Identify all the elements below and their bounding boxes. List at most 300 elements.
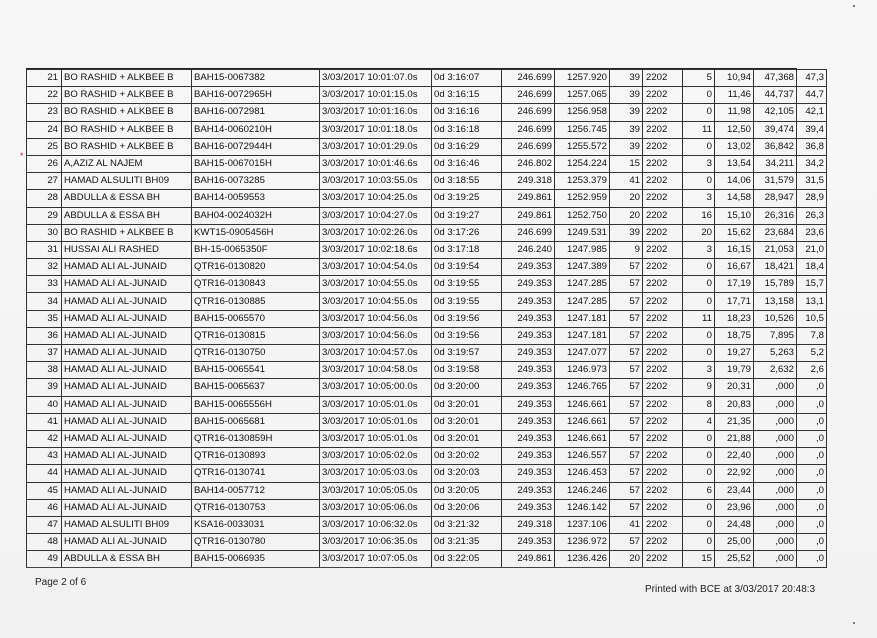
cell-distance: 249.861	[502, 190, 555, 207]
table-row	[27, 482, 827, 499]
margin-asterisk: *	[20, 151, 24, 161]
cell-rank: 0	[683, 293, 715, 310]
cell-basket: 57	[610, 379, 643, 396]
cell-rank: 11	[683, 310, 715, 327]
cell-rank: 9	[683, 379, 715, 396]
table-row	[27, 224, 827, 241]
cell-basket: 41	[610, 516, 643, 533]
cell-arrival: 3/03/2017 10:04:56.0s	[320, 310, 432, 327]
cell-club: 2202	[643, 276, 683, 293]
cell-arrival: 3/03/2017 10:01:46.6s	[320, 155, 432, 172]
cell-arrival: 3/03/2017 10:05:05.0s	[320, 482, 432, 499]
table-row	[27, 379, 827, 396]
results-table-wrapper	[26, 68, 824, 569]
cell-speed: 1256.745	[555, 121, 610, 138]
cell-c1: 15,62	[715, 224, 754, 241]
cell-idx: 36	[27, 327, 62, 344]
cell-basket: 57	[610, 310, 643, 327]
cell-duration: 0d 3:16:15	[432, 87, 502, 104]
cell-c1: 11,98	[715, 104, 754, 121]
cell-name: ABDULLA & ESSA BH	[62, 207, 192, 224]
cell-rank: 0	[683, 345, 715, 362]
cell-rank: 0	[683, 173, 715, 190]
cell-name: HAMAD ALI AL-JUNAID	[62, 499, 192, 516]
cell-club: 2202	[643, 362, 683, 379]
cell-distance: 249.353	[502, 379, 555, 396]
cell-club: 2202	[643, 499, 683, 516]
cell-arrival: 3/03/2017 10:01:16.0s	[320, 104, 432, 121]
cell-basket: 57	[610, 327, 643, 344]
cell-club: 2202	[643, 138, 683, 155]
cell-c1: 16,67	[715, 259, 754, 276]
results-table-body	[27, 70, 827, 568]
cell-rank: 3	[683, 362, 715, 379]
cell-club: 2202	[643, 155, 683, 172]
cell-c1: 22,40	[715, 448, 754, 465]
cell-distance: 249.353	[502, 465, 555, 482]
cell-arrival: 3/03/2017 10:06:35.0s	[320, 534, 432, 551]
cell-club: 2202	[643, 413, 683, 430]
cell-name: ABDULLA & ESSA BH	[62, 190, 192, 207]
cell-c1: 19,79	[715, 362, 754, 379]
cell-c1: 19,27	[715, 345, 754, 362]
cell-duration: 0d 3:20:06	[432, 499, 502, 516]
cell-ring: BAH15-0065541	[192, 362, 320, 379]
cell-idx: 25	[27, 138, 62, 155]
cell-ring: BAH15-0065681	[192, 413, 320, 430]
cell-c3: ,0	[797, 516, 827, 533]
cell-club: 2202	[643, 293, 683, 310]
cell-idx: 47	[27, 516, 62, 533]
cell-ring: QTR16-0130885	[192, 293, 320, 310]
cell-speed: 1247.077	[555, 345, 610, 362]
cell-c2: 2,632	[754, 362, 797, 379]
cell-arrival: 3/03/2017 10:01:29.0s	[320, 138, 432, 155]
cell-basket: 57	[610, 430, 643, 447]
cell-name: HAMAD ALI AL-JUNAID	[62, 327, 192, 344]
cell-ring: BAH04-0024032H	[192, 207, 320, 224]
cell-c3: ,0	[797, 551, 827, 568]
cell-c2: 5,263	[754, 345, 797, 362]
cell-ring: BAH15-0066935	[192, 551, 320, 568]
cell-speed: 1246.453	[555, 465, 610, 482]
cell-rank: 3	[683, 155, 715, 172]
cell-basket: 20	[610, 190, 643, 207]
cell-c2: 34,211	[754, 155, 797, 172]
table-row	[27, 345, 827, 362]
cell-distance: 249.353	[502, 499, 555, 516]
cell-arrival: 3/03/2017 10:07:05.0s	[320, 551, 432, 568]
cell-speed: 1252.959	[555, 190, 610, 207]
cell-c2: 36,842	[754, 138, 797, 155]
cell-name: HAMAD ALI AL-JUNAID	[62, 345, 192, 362]
cell-name: HAMAD ALI AL-JUNAID	[62, 482, 192, 499]
cell-speed: 1257.065	[555, 87, 610, 104]
table-row	[27, 516, 827, 533]
cell-rank: 0	[683, 259, 715, 276]
cell-arrival: 3/03/2017 10:02:26.0s	[320, 224, 432, 241]
cell-club: 2202	[643, 516, 683, 533]
cell-c2: ,000	[754, 379, 797, 396]
cell-rank: 20	[683, 224, 715, 241]
cell-idx: 23	[27, 104, 62, 121]
table-row	[27, 551, 827, 568]
cell-c1: 11,46	[715, 87, 754, 104]
cell-idx: 30	[27, 224, 62, 241]
cell-c1: 18,75	[715, 327, 754, 344]
cell-name: A,AZIZ AL NAJEM	[62, 155, 192, 172]
cell-c2: 23,684	[754, 224, 797, 241]
cell-c2: ,000	[754, 448, 797, 465]
cell-ring: BAH15-0065570	[192, 310, 320, 327]
cell-arrival: 3/03/2017 10:05:03.0s	[320, 465, 432, 482]
cell-distance: 249.353	[502, 293, 555, 310]
cell-distance: 249.353	[502, 362, 555, 379]
cell-c2: ,000	[754, 396, 797, 413]
cell-duration: 0d 3:21:35	[432, 534, 502, 551]
cell-c1: 13,02	[715, 138, 754, 155]
cell-name: HAMAD ALI AL-JUNAID	[62, 430, 192, 447]
cell-rank: 0	[683, 430, 715, 447]
cell-c1: 22,92	[715, 465, 754, 482]
cell-idx: 29	[27, 207, 62, 224]
cell-speed: 1236.426	[555, 551, 610, 568]
cell-ring: QTR16-0130741	[192, 465, 320, 482]
cell-name: HAMAD ALI AL-JUNAID	[62, 448, 192, 465]
cell-c1: 14,58	[715, 190, 754, 207]
cell-c2: 26,316	[754, 207, 797, 224]
cell-c1: 23,96	[715, 499, 754, 516]
table-row	[27, 499, 827, 516]
cell-name: BO RASHID + ALKBEE B	[62, 121, 192, 138]
cell-speed: 1246.765	[555, 379, 610, 396]
table-row	[27, 465, 827, 482]
cell-distance: 249.353	[502, 259, 555, 276]
cell-idx: 40	[27, 396, 62, 413]
cell-duration: 0d 3:18:55	[432, 173, 502, 190]
cell-speed: 1246.661	[555, 430, 610, 447]
cell-arrival: 3/03/2017 10:04:25.0s	[320, 190, 432, 207]
cell-club: 2202	[643, 379, 683, 396]
cell-ring: BAH16-0072944H	[192, 138, 320, 155]
cell-club: 2202	[643, 534, 683, 551]
cell-c3: ,0	[797, 430, 827, 447]
cell-rank: 5	[683, 70, 715, 87]
cell-c3: 10,5	[797, 310, 827, 327]
table-row	[27, 276, 827, 293]
cell-idx: 21	[27, 70, 62, 87]
cell-rank: 0	[683, 87, 715, 104]
cell-c3: ,0	[797, 379, 827, 396]
table-row	[27, 448, 827, 465]
cell-club: 2202	[643, 87, 683, 104]
cell-basket: 39	[610, 87, 643, 104]
cell-name: BO RASHID + ALKBEE B	[62, 224, 192, 241]
cell-club: 2202	[643, 482, 683, 499]
cell-name: HAMAD ALI AL-JUNAID	[62, 362, 192, 379]
cell-c1: 17,19	[715, 276, 754, 293]
cell-club: 2202	[643, 327, 683, 344]
scan-speck	[853, 622, 855, 624]
cell-arrival: 3/03/2017 10:06:32.0s	[320, 516, 432, 533]
cell-duration: 0d 3:16:07	[432, 70, 502, 87]
cell-idx: 45	[27, 482, 62, 499]
cell-c3: 36,8	[797, 138, 827, 155]
cell-duration: 0d 3:20:02	[432, 448, 502, 465]
cell-speed: 1237.106	[555, 516, 610, 533]
cell-basket: 39	[610, 70, 643, 87]
cell-rank: 0	[683, 448, 715, 465]
cell-rank: 0	[683, 104, 715, 121]
cell-c1: 10,94	[715, 70, 754, 87]
cell-c1: 24,48	[715, 516, 754, 533]
cell-duration: 0d 3:16:29	[432, 138, 502, 155]
cell-basket: 39	[610, 121, 643, 138]
cell-basket: 15	[610, 155, 643, 172]
cell-c3: 39,4	[797, 121, 827, 138]
cell-duration: 0d 3:19:25	[432, 190, 502, 207]
cell-arrival: 3/03/2017 10:05:01.0s	[320, 396, 432, 413]
cell-club: 2202	[643, 310, 683, 327]
cell-idx: 33	[27, 276, 62, 293]
cell-duration: 0d 3:17:26	[432, 224, 502, 241]
cell-c3: ,0	[797, 396, 827, 413]
cell-rank: 0	[683, 465, 715, 482]
table-row	[27, 534, 827, 551]
cell-rank: 0	[683, 327, 715, 344]
cell-duration: 0d 3:19:54	[432, 259, 502, 276]
cell-speed: 1247.285	[555, 293, 610, 310]
cell-ring: QTR16-0130843	[192, 276, 320, 293]
cell-idx: 28	[27, 190, 62, 207]
cell-duration: 0d 3:17:18	[432, 241, 502, 258]
cell-basket: 41	[610, 173, 643, 190]
cell-c1: 20,83	[715, 396, 754, 413]
cell-c3: 7,8	[797, 327, 827, 344]
cell-c2: 21,053	[754, 241, 797, 258]
cell-c2: ,000	[754, 516, 797, 533]
cell-speed: 1255.572	[555, 138, 610, 155]
cell-speed: 1246.246	[555, 482, 610, 499]
cell-basket: 57	[610, 293, 643, 310]
cell-distance: 249.861	[502, 207, 555, 224]
cell-distance: 249.353	[502, 396, 555, 413]
cell-distance: 249.353	[502, 276, 555, 293]
table-row	[27, 155, 827, 172]
table-row	[27, 413, 827, 430]
cell-arrival: 3/03/2017 10:05:00.0s	[320, 379, 432, 396]
cell-c2: 47,368	[754, 70, 797, 87]
cell-speed: 1247.181	[555, 310, 610, 327]
cell-duration: 0d 3:16:18	[432, 121, 502, 138]
cell-c3: 15,7	[797, 276, 827, 293]
cell-idx: 41	[27, 413, 62, 430]
cell-c3: 18,4	[797, 259, 827, 276]
cell-club: 2202	[643, 121, 683, 138]
cell-basket: 57	[610, 534, 643, 551]
cell-distance: 249.318	[502, 173, 555, 190]
cell-club: 2202	[643, 241, 683, 258]
cell-c3: 28,9	[797, 190, 827, 207]
cell-idx: 26	[27, 155, 62, 172]
cell-c2: 7,895	[754, 327, 797, 344]
cell-distance: 246.699	[502, 224, 555, 241]
cell-rank: 15	[683, 551, 715, 568]
cell-rank: 3	[683, 241, 715, 258]
cell-idx: 34	[27, 293, 62, 310]
results-table	[26, 69, 827, 568]
cell-speed: 1246.557	[555, 448, 610, 465]
cell-distance: 249.353	[502, 448, 555, 465]
cell-speed: 1247.389	[555, 259, 610, 276]
cell-idx: 48	[27, 534, 62, 551]
cell-ring: QTR16-0130750	[192, 345, 320, 362]
cell-c1: 20,31	[715, 379, 754, 396]
cell-distance: 249.353	[502, 482, 555, 499]
cell-distance: 246.699	[502, 104, 555, 121]
cell-basket: 57	[610, 276, 643, 293]
cell-arrival: 3/03/2017 10:01:18.0s	[320, 121, 432, 138]
cell-ring: BAH15-0065556H	[192, 396, 320, 413]
cell-c1: 16,15	[715, 241, 754, 258]
cell-c3: ,0	[797, 482, 827, 499]
cell-arrival: 3/03/2017 10:05:02.0s	[320, 448, 432, 465]
cell-basket: 57	[610, 465, 643, 482]
cell-basket: 57	[610, 448, 643, 465]
cell-c3: ,0	[797, 534, 827, 551]
cell-c3: ,0	[797, 448, 827, 465]
cell-c2: ,000	[754, 413, 797, 430]
cell-arrival: 3/03/2017 10:04:58.0s	[320, 362, 432, 379]
cell-rank: 16	[683, 207, 715, 224]
cell-idx: 46	[27, 499, 62, 516]
cell-arrival: 3/03/2017 10:04:56.0s	[320, 327, 432, 344]
cell-duration: 0d 3:19:27	[432, 207, 502, 224]
cell-ring: QTR16-0130820	[192, 259, 320, 276]
cell-idx: 27	[27, 173, 62, 190]
cell-ring: BAH16-0072965H	[192, 87, 320, 104]
cell-ring: BAH15-0067382	[192, 70, 320, 87]
cell-idx: 32	[27, 259, 62, 276]
cell-speed: 1247.285	[555, 276, 610, 293]
cell-name: BO RASHID + ALKBEE B	[62, 70, 192, 87]
cell-name: HAMAD ALI AL-JUNAID	[62, 293, 192, 310]
table-row	[27, 310, 827, 327]
cell-basket: 39	[610, 138, 643, 155]
cell-ring: BAH14-0057712	[192, 482, 320, 499]
cell-club: 2202	[643, 396, 683, 413]
cell-name: ABDULLA & ESSA BH	[62, 551, 192, 568]
cell-ring: BAH16-0072981	[192, 104, 320, 121]
cell-basket: 57	[610, 259, 643, 276]
cell-speed: 1252.750	[555, 207, 610, 224]
cell-rank: 0	[683, 534, 715, 551]
cell-duration: 0d 3:20:01	[432, 413, 502, 430]
printed-stamp: Printed with BCE at 3/03/2017 20:48:3	[645, 584, 816, 595]
cell-rank: 0	[683, 138, 715, 155]
cell-basket: 9	[610, 241, 643, 258]
cell-club: 2202	[643, 207, 683, 224]
cell-c1: 21,35	[715, 413, 754, 430]
cell-rank: 6	[683, 482, 715, 499]
cell-basket: 57	[610, 396, 643, 413]
cell-duration: 0d 3:19:57	[432, 345, 502, 362]
cell-speed: 1246.661	[555, 413, 610, 430]
cell-speed: 1256.958	[555, 104, 610, 121]
cell-duration: 0d 3:20:03	[432, 465, 502, 482]
table-row	[27, 87, 827, 104]
table-row	[27, 259, 827, 276]
table-row	[27, 121, 827, 138]
cell-name: HAMAD ALI AL-JUNAID	[62, 259, 192, 276]
table-row	[27, 173, 827, 190]
table-row	[27, 293, 827, 310]
cell-speed: 1246.142	[555, 499, 610, 516]
cell-idx: 39	[27, 379, 62, 396]
table-row	[27, 430, 827, 447]
cell-c3: 26,3	[797, 207, 827, 224]
cell-c2: 31,579	[754, 173, 797, 190]
cell-ring: QTR16-0130815	[192, 327, 320, 344]
cell-arrival: 3/03/2017 10:05:06.0s	[320, 499, 432, 516]
cell-c2: 18,421	[754, 259, 797, 276]
cell-name: HAMAD ALI AL-JUNAID	[62, 379, 192, 396]
cell-duration: 0d 3:19:56	[432, 327, 502, 344]
cell-arrival: 3/03/2017 10:01:15.0s	[320, 87, 432, 104]
cell-club: 2202	[643, 70, 683, 87]
cell-club: 2202	[643, 173, 683, 190]
cell-idx: 22	[27, 87, 62, 104]
cell-c3: ,0	[797, 499, 827, 516]
cell-c3: 13,1	[797, 293, 827, 310]
cell-c1: 18,23	[715, 310, 754, 327]
cell-name: HAMAD ALI AL-JUNAID	[62, 413, 192, 430]
cell-duration: 0d 3:16:46	[432, 155, 502, 172]
table-row	[27, 104, 827, 121]
cell-speed: 1257.920	[555, 70, 610, 87]
cell-rank: 4	[683, 413, 715, 430]
cell-c3: 44,7	[797, 87, 827, 104]
cell-basket: 57	[610, 482, 643, 499]
cell-ring: BAH14-0059553	[192, 190, 320, 207]
cell-c2: 28,947	[754, 190, 797, 207]
cell-distance: 246.240	[502, 241, 555, 258]
cell-c3: 34,2	[797, 155, 827, 172]
cell-duration: 0d 3:22:05	[432, 551, 502, 568]
cell-c1: 23,44	[715, 482, 754, 499]
cell-name: HAMAD ALSULITI BH09	[62, 173, 192, 190]
cell-c3: 5,2	[797, 345, 827, 362]
cell-distance: 246.699	[502, 121, 555, 138]
cell-rank: 0	[683, 499, 715, 516]
cell-duration: 0d 3:19:55	[432, 293, 502, 310]
cell-club: 2202	[643, 448, 683, 465]
cell-c2: ,000	[754, 482, 797, 499]
cell-distance: 246.699	[502, 138, 555, 155]
cell-distance: 249.353	[502, 413, 555, 430]
cell-arrival: 3/03/2017 10:04:27.0s	[320, 207, 432, 224]
cell-idx: 43	[27, 448, 62, 465]
cell-arrival: 3/03/2017 10:04:55.0s	[320, 276, 432, 293]
cell-c2: ,000	[754, 534, 797, 551]
cell-arrival: 3/03/2017 10:04:57.0s	[320, 345, 432, 362]
cell-arrival: 3/03/2017 10:02:18.6s	[320, 241, 432, 258]
cell-basket: 57	[610, 362, 643, 379]
cell-basket: 39	[610, 224, 643, 241]
cell-idx: 35	[27, 310, 62, 327]
cell-rank: 11	[683, 121, 715, 138]
cell-basket: 20	[610, 207, 643, 224]
